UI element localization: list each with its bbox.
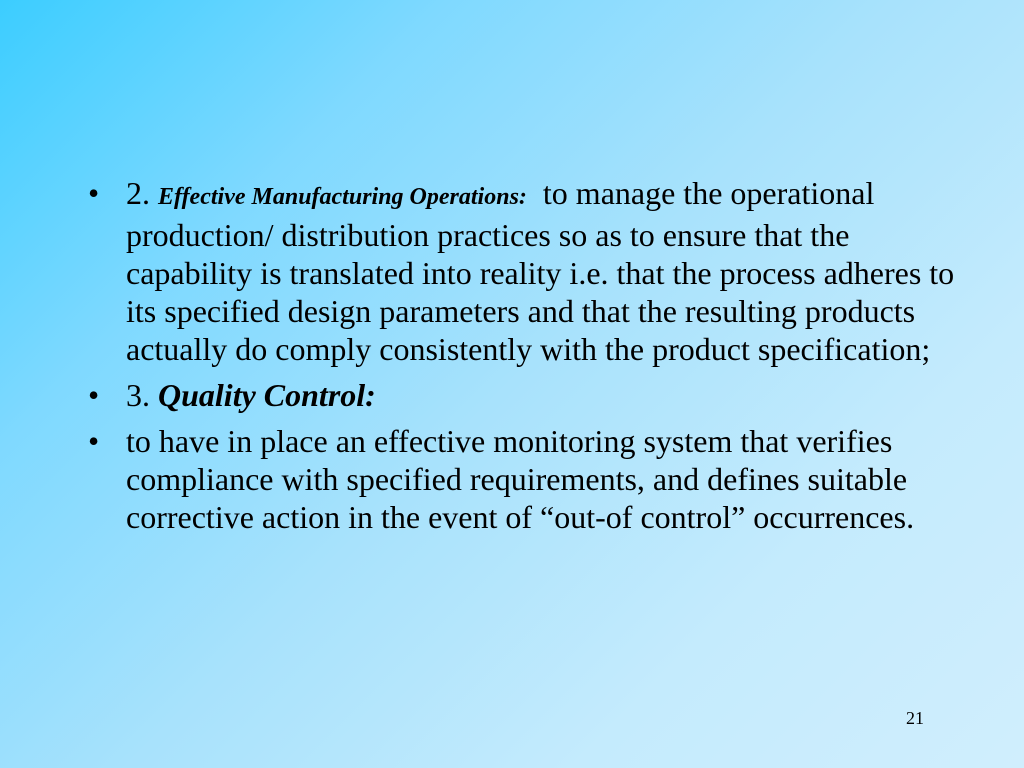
bullet-title: Quality Control: (158, 377, 376, 413)
bullet-text: to manage the operational production/ distribution practices so as to ensure that the capability is translated into reality i.e. that the process adheres to its specified design parameters and that the resulting products actually do comply consistently with the product specification; (126, 175, 955, 367)
bullet-text: to have in place an effective monitoring system that verifies compliance with specified requirements, and defines suitable corrective action in the event of “out-of control” occurrences. (126, 423, 915, 535)
bullet-number: 2. (126, 175, 150, 211)
bullet-title: Effective Manufacturing Operations: (158, 184, 527, 210)
bullet-item-quality-control (88, 376, 958, 414)
bullet-list (88, 174, 958, 544)
bullet-number: 3. (126, 377, 150, 413)
bullet-icon: • (88, 175, 100, 211)
page-number: 21 (906, 708, 924, 728)
bullet-item-operations (88, 174, 958, 368)
bullet-icon: • (88, 423, 100, 459)
bullet-icon: • (88, 377, 100, 413)
bullet-item-monitoring (88, 422, 958, 536)
